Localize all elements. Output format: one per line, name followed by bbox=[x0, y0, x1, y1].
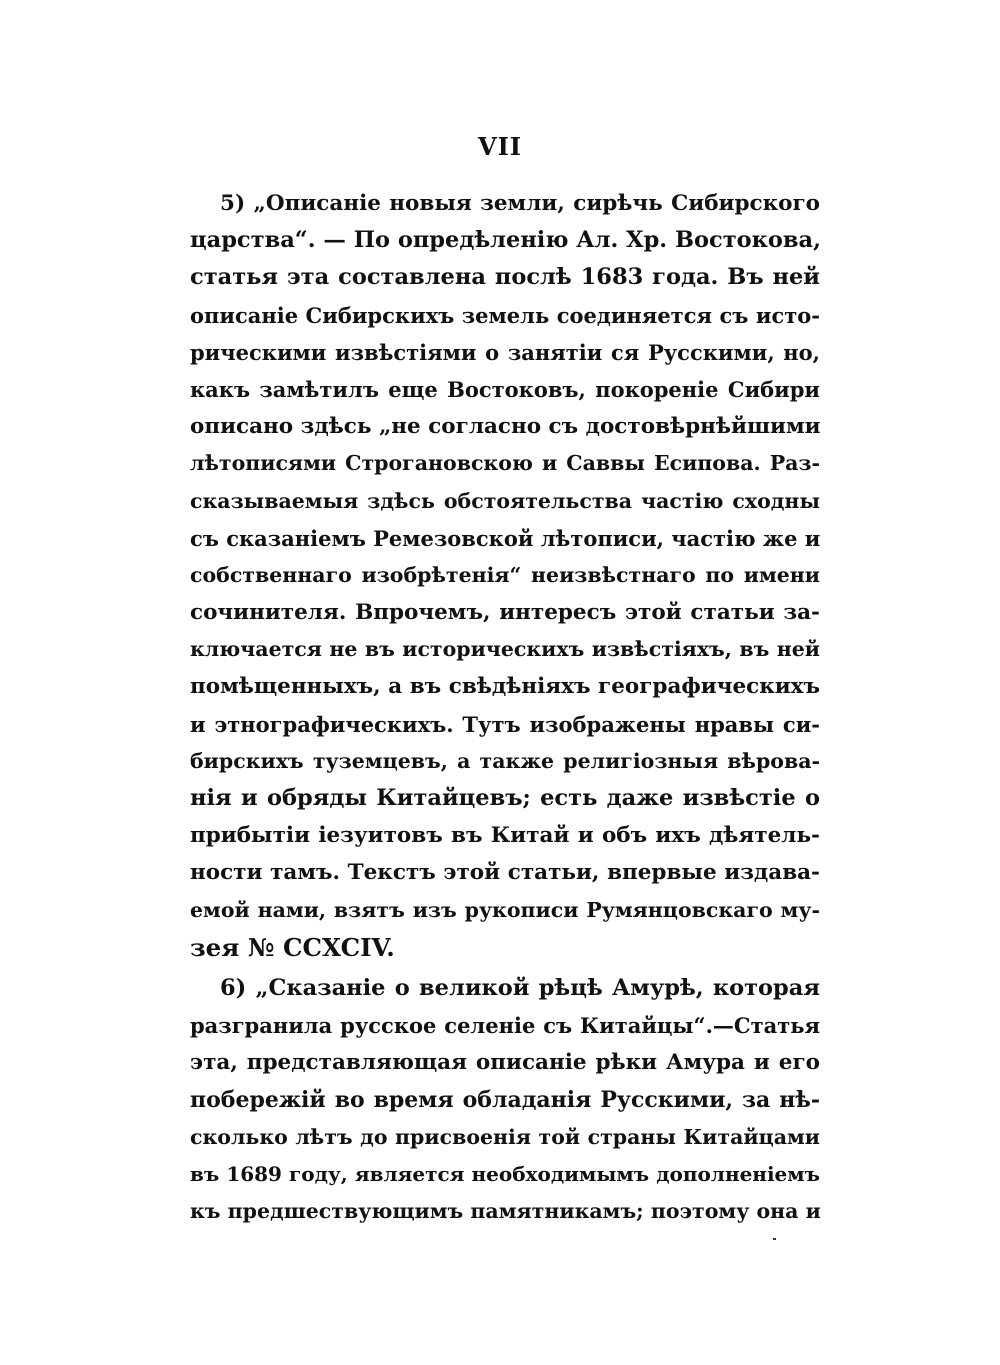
text-line: 5) „Описаніе новыя земли, сирѣчь Сибирского bbox=[220, 191, 820, 216]
paragraph-6 bbox=[190, 970, 820, 1230]
text-line: емой нами, взятъ изъ рукописи Румянцовскаго му- bbox=[190, 897, 820, 922]
text-line: какъ замѣтилъ еще Востоковъ, покореніе Сибири bbox=[190, 376, 820, 402]
text-line: сочинителя. Впрочемъ, интересъ этой статьи за- bbox=[190, 600, 820, 626]
paragraph-5 bbox=[190, 185, 820, 966]
text-line: и этнографическихъ. Тутъ изображены нравы си- bbox=[190, 711, 820, 737]
text-line: съ сказаніемъ Ремезовской лѣтописи, частію же и bbox=[190, 525, 821, 551]
text-line: въ 1689 году, является необходимымъ дополненіемъ bbox=[190, 1161, 820, 1186]
text-line: рическими извѣстіями о занятіи ся Русскими, но, bbox=[190, 339, 820, 365]
text-line: разгранила русское селеніе съ Китайцы“.—Статья bbox=[190, 1013, 820, 1039]
text-line: ности тамъ. Текстъ этой статьи, впервые издава- bbox=[190, 860, 820, 886]
page-number: VII bbox=[477, 132, 523, 161]
text-line: побережій во время обладанія Русскими, за нѣ- bbox=[190, 1086, 820, 1113]
text-line: царства“. — По опредѣленію Ал. Хр. Востокова, bbox=[190, 227, 821, 254]
text-line: описано здѣсь „не согласно съ достовѣрнѣйшими bbox=[190, 414, 821, 440]
text-line: сколько лѣтъ до присвоенія той страны Китайцами bbox=[190, 1124, 820, 1149]
text-line: бирскихъ туземцевъ, а также религіозныя вѣрова- bbox=[190, 748, 820, 773]
text-line: ключается не въ историческихъ извѣстіяхъ, въ ней bbox=[190, 637, 820, 662]
text-line: нія и обряды Китайцевъ; есть даже извѣстіе о bbox=[190, 785, 820, 811]
text-line: зея № CCXCIV. bbox=[190, 932, 395, 962]
text-line: 6) „Сказаніе о великой рѣцѣ Амурѣ, которая bbox=[220, 974, 820, 1001]
text-line: къ предшествующимъ памятникамъ; поэтому она и bbox=[190, 1199, 821, 1224]
text-line: статья эта составлена послѣ 1683 года. Въ ней bbox=[190, 264, 820, 291]
print-speck bbox=[773, 1238, 776, 1240]
text-line: лѣтописями Строгановскою и Саввы Есипова. Раз- bbox=[190, 451, 820, 476]
text-line: помѣщенныхъ, а въ свѣдѣніяхъ географическихъ bbox=[190, 674, 820, 700]
text-line: сказываемыя здѣсь обстоятельства частію сходны bbox=[190, 488, 820, 513]
text-line: собственнаго изобрѣтенія“ неизвѣстнаго по имени bbox=[190, 562, 820, 587]
text-line: эта, представляющая описаніе рѣки Амура и его bbox=[190, 1050, 820, 1076]
body-text bbox=[190, 185, 820, 1230]
text-line: описаніе Сибирскихъ земель соединяется съ исто- bbox=[190, 302, 820, 328]
text-line: прибытіи іезуитовъ въ Китай и объ ихъ дѣятель- bbox=[190, 823, 820, 849]
